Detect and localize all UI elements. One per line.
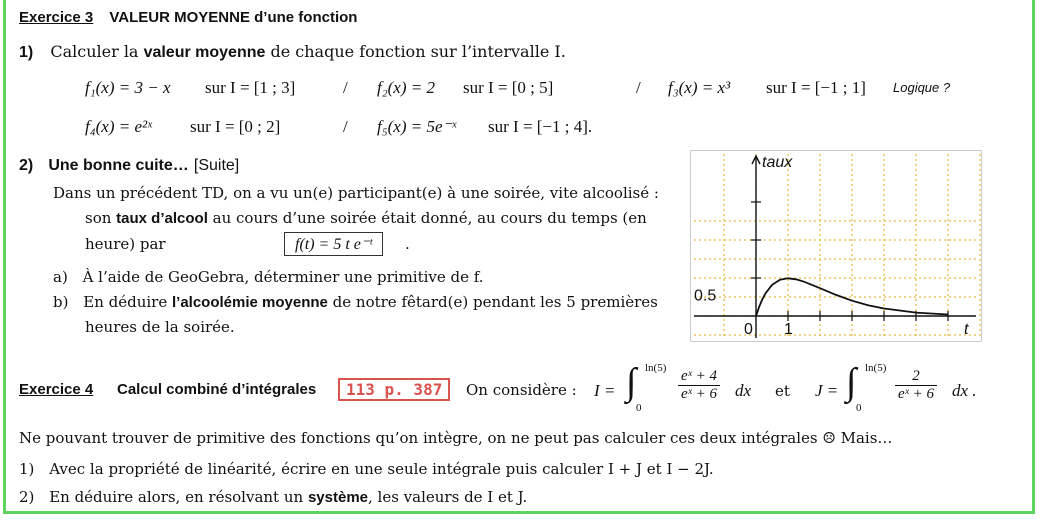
f3-interval: sur I = [−1 ; 1] <box>766 78 866 97</box>
q1-text-a: Calculer la <box>50 42 139 61</box>
f4-expr: f₄(x) = e²ˣ <box>85 117 152 136</box>
q2-b-text-bold: l’alcoolémie moyenne <box>172 294 328 311</box>
J-fraction <box>893 368 939 403</box>
formula-period: . <box>405 235 410 253</box>
f5-expr: f₅(x) = 5e⁻ˣ <box>377 117 457 136</box>
q1-number: 1) <box>19 44 34 61</box>
f1-expr: f₁(x) = 3 − x <box>85 78 171 97</box>
q2-a-label: a) <box>53 268 68 286</box>
f3-expr: f₃(x) = x³ <box>668 78 731 97</box>
ex4-statement <box>19 429 892 447</box>
J-lower-bound: 0 <box>856 402 862 414</box>
ex4-title <box>19 381 93 398</box>
ex3-title: Exercice 3 <box>19 9 94 26</box>
q2-a <box>53 268 484 286</box>
q2-line-2a: son <box>85 209 112 227</box>
q2-title: Une bonne cuite… <box>48 157 189 174</box>
separator-2: / <box>636 78 641 97</box>
ex4-q2-number: 2) <box>19 488 35 506</box>
ex4-q1-number: 1) <box>19 460 35 478</box>
J-numerator: 2 <box>895 368 937 386</box>
I-numerator: eˣ + 4 <box>678 368 720 386</box>
ex3-subtitle: VALEUR MOYENNE d’une fonction <box>109 9 358 26</box>
chart-frame <box>691 151 982 342</box>
q2-b-label: b) <box>53 293 69 311</box>
ex4-q2-text-b: , les valeurs de I et J. <box>368 488 528 506</box>
J-lhs: J = <box>815 381 839 400</box>
ex4-reference-box: 113 p. 387 <box>338 378 450 401</box>
ex4-mais: Mais… <box>840 429 893 447</box>
I-fraction <box>676 368 722 403</box>
taux-chart <box>690 150 982 342</box>
tick-label-x-1: 1 <box>784 321 793 338</box>
J-denominator: eˣ + 6 <box>898 386 935 402</box>
y-axis-label: taux <box>762 154 793 171</box>
I-lower-bound: 0 <box>636 402 642 414</box>
tick-label-origin: 0 <box>744 321 753 338</box>
ex4-statement-text: Ne pouvant trouver de primitive des fonctions qu’on intègre, on ne peut pas calculer ces deux intégrales <box>19 429 818 447</box>
I-denominator: eˣ + 6 <box>681 386 718 402</box>
ex4-q2 <box>19 488 527 506</box>
J-upper-bound: ln(5) <box>865 362 887 374</box>
f4-interval: sur I = [0 ; 2] <box>190 117 281 136</box>
q2-b-text-b: de notre fêtard(e) pendant les 5 premières <box>332 293 658 311</box>
ex4-title-text: Exercice 4 <box>19 381 94 398</box>
q2-line-2-bold: taux d’alcool <box>116 210 208 227</box>
ex4-q2-bold: système <box>307 489 368 506</box>
sad-face-icon: ☹ <box>822 429 836 447</box>
q2-title-suffix: [Suite] <box>193 157 240 174</box>
ex4-subtitle: Calcul combiné d’intégrales <box>117 381 317 398</box>
ex4-q1 <box>19 460 714 478</box>
f1-interval: sur I = [1 ; 3] <box>205 78 296 97</box>
J-dx: dx . <box>952 381 977 400</box>
tick-label-y-half: 0.5 <box>694 287 717 305</box>
f2-interval: sur I = [0 ; 5] <box>463 78 554 97</box>
q2-number: 2) <box>19 157 34 174</box>
ex4-intro: On considère : <box>466 381 577 399</box>
q1-text-b: de chaque fonction sur l’intervalle I. <box>270 42 566 61</box>
ex4-q1-text: Avec la propriété de linéarité, écrire en une seule intégrale puis calculer I + J et I − 2J. <box>49 460 714 478</box>
ex4-q2-text-a: En déduire alors, en résolvant un <box>49 488 304 506</box>
q2-line-2 <box>85 209 647 227</box>
f-formula-box: f(t) = 5 t e⁻ᵗ <box>284 232 383 256</box>
separator-1: / <box>343 78 348 97</box>
x-axis-label: t <box>964 321 969 338</box>
I-dx: dx <box>735 381 752 400</box>
q2-line-2b: au cours d’une soirée était donné, au cours du temps (en <box>212 209 647 227</box>
ex3-header <box>19 9 357 26</box>
f2-expr: f₂(x) = 2 <box>377 78 435 97</box>
I-lhs: I = <box>594 381 616 400</box>
logique-note: Logique ? <box>893 80 951 95</box>
I-integral-sign: ∫ <box>626 361 637 403</box>
et-word: et <box>775 382 790 400</box>
I-upper-bound: ln(5) <box>645 362 667 374</box>
separator-3: / <box>343 117 348 136</box>
q2-line-3: heure) par <box>85 235 166 253</box>
q2-b-text-c: heures de la soirée. <box>85 318 235 336</box>
q2-b-text-a: En déduire <box>83 293 168 311</box>
q1-text-bold: valeur moyenne <box>143 44 266 61</box>
q2-b <box>53 293 658 311</box>
ex3-q2-heading <box>19 155 239 175</box>
f5-interval: sur I = [−1 ; 4]. <box>488 117 593 136</box>
q2-line-1: Dans un précédent TD, on a vu un(e) participant(e) à une soirée, vite alcoolisé : <box>53 184 659 202</box>
q2-a-text: À l’aide de GeoGebra, déterminer une primitive de f. <box>82 268 484 286</box>
J-integral-sign: ∫ <box>846 361 857 403</box>
ex3-q1-line <box>19 42 566 62</box>
